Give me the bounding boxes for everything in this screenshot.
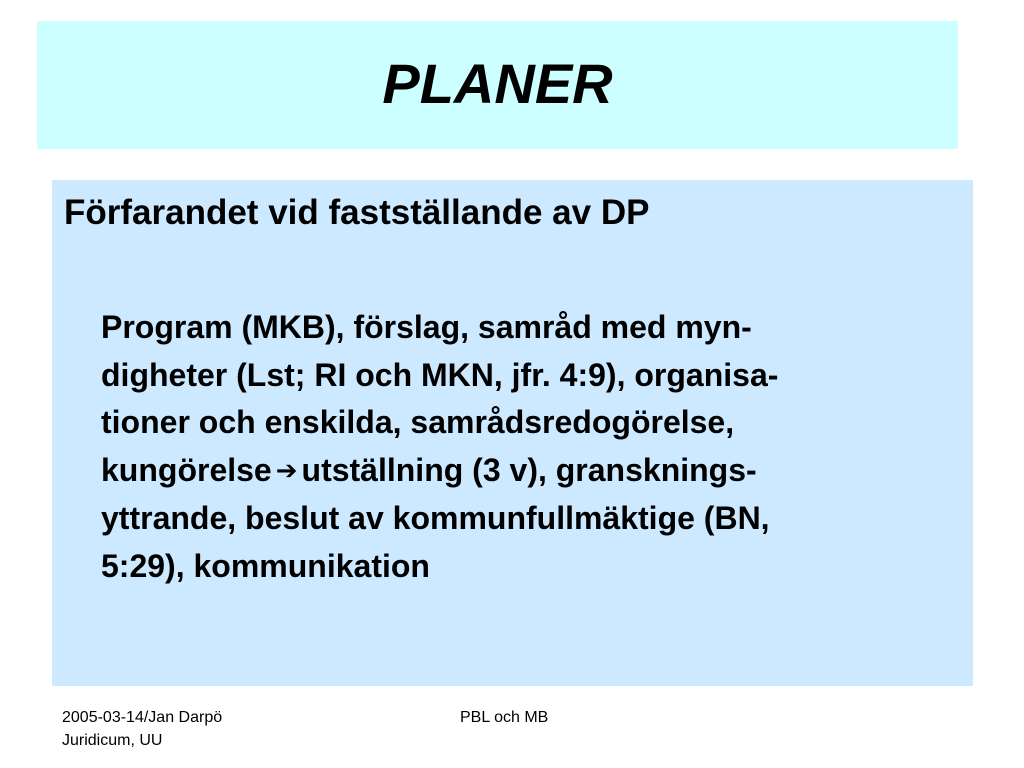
body-line: 5:29), kommunikation: [101, 547, 430, 584]
body-line: yttrande, beslut av kommunfullmäktige (BN,: [101, 500, 770, 536]
footer-institution: Juridicum, UU: [62, 732, 163, 749]
body-line: Program (MKB), förslag, samråd med myn-: [101, 309, 752, 345]
right-arrow-icon: ➔: [275, 455, 298, 486]
title-box: [37, 21, 958, 149]
body-text: [101, 304, 981, 590]
slide-heading: Förfarandet vid fastställande av DP: [64, 193, 650, 232]
slide-title: PLANER: [382, 51, 613, 115]
body-line: digheter (Lst; RI och MKN, jfr. 4:9), organisa-: [101, 356, 779, 393]
footer-date-author: 2005-03-14/Jan Darpö: [62, 709, 223, 726]
body-line-segment: kungörelse: [101, 451, 272, 488]
body-line-segment: utställning (3 v), gransknings-: [301, 451, 757, 488]
footer-title: PBL och MB: [460, 709, 549, 726]
body-line: tioner och enskilda, samrådsredogörelse,: [101, 404, 735, 440]
body-line-with-arrow: [101, 447, 981, 496]
content-box: [52, 180, 973, 686]
footer-author: [62, 706, 222, 752]
